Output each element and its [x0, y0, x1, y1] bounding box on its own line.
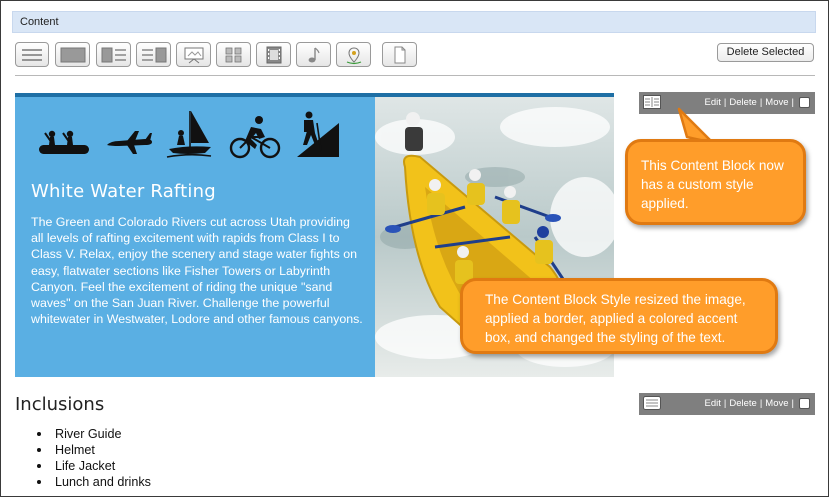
move-link[interactable]: Move	[765, 97, 789, 108]
separator: |	[759, 398, 763, 409]
separator: |	[759, 97, 763, 108]
separator: |	[723, 97, 727, 108]
list-item: Lunch and drinks	[37, 474, 151, 490]
divider	[15, 75, 815, 76]
delete-link[interactable]: Delete	[729, 97, 757, 108]
select-checkbox[interactable]	[799, 398, 810, 409]
list-item: Helmet	[37, 442, 151, 458]
full-image-icon[interactable]	[55, 42, 90, 67]
audio-icon[interactable]	[296, 42, 331, 67]
block-title: White Water Rafting	[31, 181, 216, 202]
section-title: Content	[20, 16, 59, 28]
list-item: River Guide	[37, 426, 151, 442]
separator: |	[791, 97, 794, 108]
image-left-text-icon[interactable]	[96, 42, 131, 67]
gallery-icon[interactable]	[216, 42, 251, 67]
edit-link[interactable]: Edit	[704, 97, 721, 108]
block-body-text: The Green and Colorado Rivers cut across Utah providing all levels of rafting excitement with rapids from Class I to Class V. Relax, enjoy the scenery and stage water fights on easy, flatwater sections like Fisher Towers or Labyrinth Canyon. Feel the excitement of riding the unique "sand waves" on the San Juan River. Challenge the powerful whitewater in Westwater, Lodore and other famous canyons.	[31, 215, 363, 327]
callout-custom-style	[625, 139, 806, 225]
image-right-text-icon[interactable]	[136, 42, 171, 67]
delete-selected-button[interactable]: Delete Selected	[717, 43, 814, 62]
video-icon[interactable]	[256, 42, 291, 67]
document-icon[interactable]	[382, 42, 417, 67]
slideshow-icon[interactable]	[176, 42, 211, 67]
callout-text: The Content Block Style resized the image, applied a border, applied a colored accent box, and changed the styling of the text.	[485, 292, 746, 345]
hiking-icon	[295, 111, 341, 159]
text-block-icon[interactable]	[15, 42, 49, 67]
block-controls-1	[639, 92, 815, 114]
delete-link[interactable]: Delete	[729, 398, 757, 409]
sailing-icon	[165, 109, 213, 159]
block-icon	[643, 95, 661, 109]
select-checkbox[interactable]	[799, 97, 810, 108]
callout-text: This Content Block now has a custom style applied.	[641, 158, 784, 211]
edit-link[interactable]: Edit	[704, 398, 721, 409]
callout-style-details	[460, 278, 778, 354]
inclusions-list	[37, 426, 151, 490]
block-icon	[643, 396, 661, 410]
rafting-icon	[37, 129, 91, 157]
list-item: Life Jacket	[37, 458, 151, 474]
map-icon[interactable]	[336, 42, 371, 67]
airplane-icon	[105, 129, 153, 155]
section-header	[12, 11, 816, 33]
separator: |	[791, 398, 794, 409]
inclusions-heading: Inclusions	[15, 394, 105, 415]
move-link[interactable]: Move	[765, 398, 789, 409]
block-controls-2	[639, 393, 815, 415]
cycling-icon	[229, 115, 281, 159]
separator: |	[723, 398, 727, 409]
activity-icons	[37, 109, 357, 161]
accent-box	[15, 97, 375, 377]
